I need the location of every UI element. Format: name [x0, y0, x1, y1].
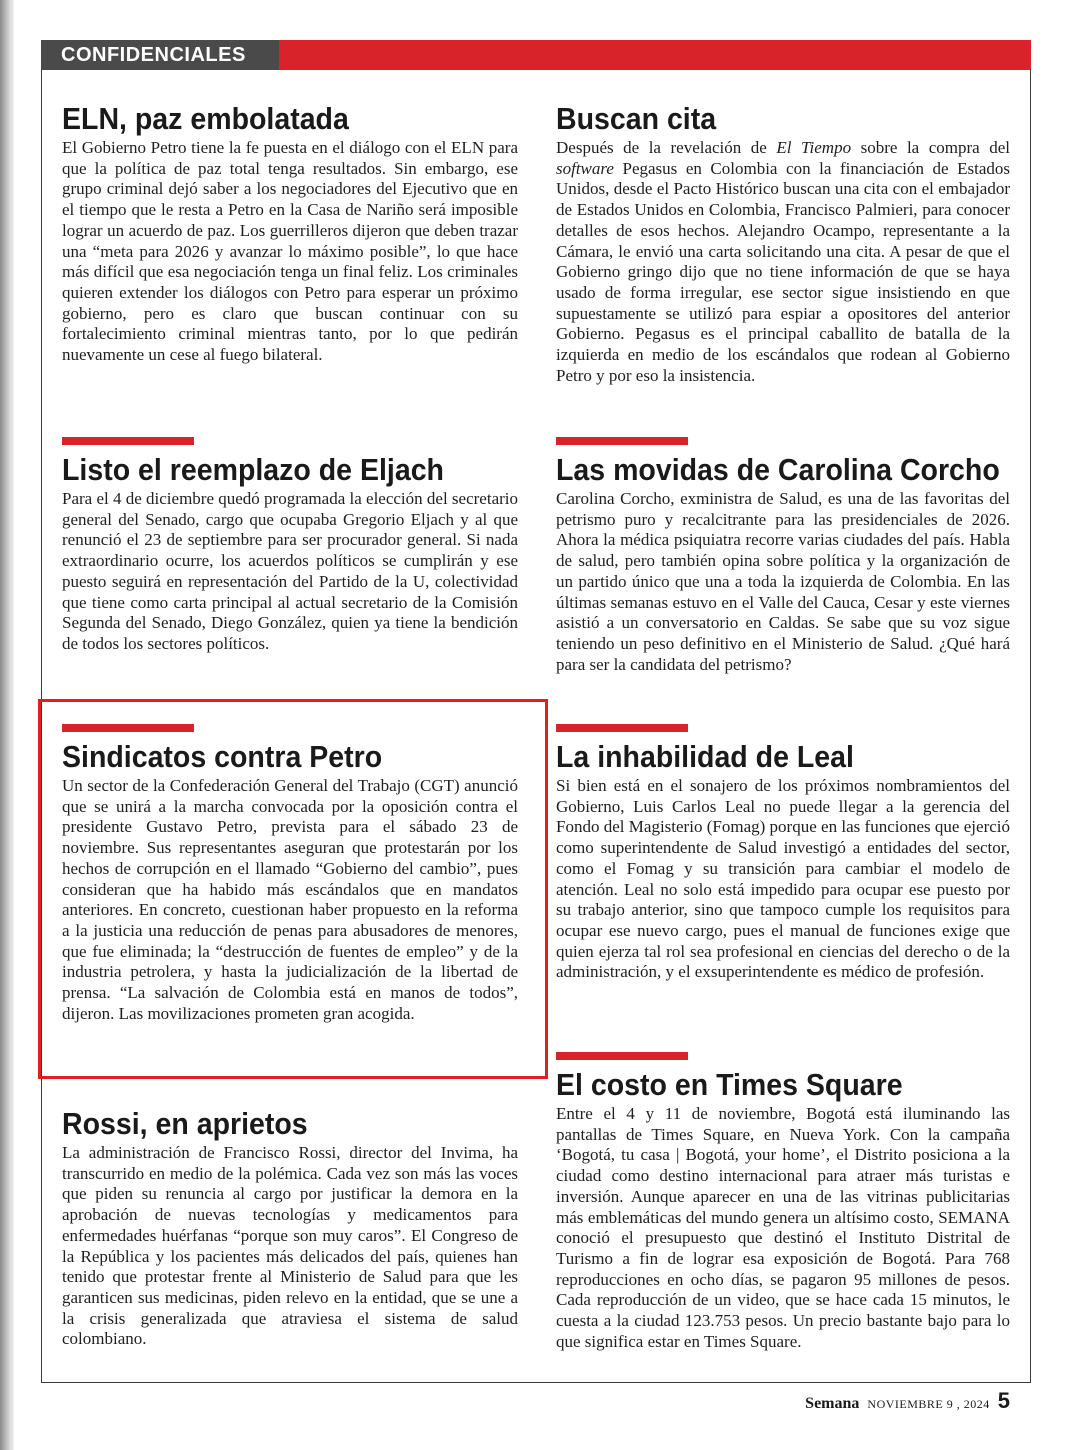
section-label: CONFIDENCIALES	[41, 40, 279, 70]
article-buscan-cita	[556, 102, 1010, 386]
article-body: Carolina Corcho, exministra de Salud, es una de las favoritas del petrismo puro y recalcitrante para las presidenciales de 2026. Ahora la médica psiquiatra recorre varias ciudades del país. Habla de salud, pero también opina sobre política y la organización de un partido único que una a toda la izquierda de Colombia. En las últimas semanas estuvo en el Valle del Cauca, Cesar y este viernes asistió a un conversatorio en Caldas. Se sabe que su voz sigue teniendo un peso definitivo en el Ministerio de Salud. ¿Qué hará para ser la candidata del petrismo?	[556, 489, 1010, 674]
article-corcho	[556, 437, 1010, 675]
accent-bar	[62, 437, 194, 445]
article-body: Entre el 4 y 11 de noviembre, Bogotá está iluminando las pantallas de Times Square, en Nueva York. Con la campaña ‘Bogotá, tu casa | Bogotá, your home’, el Distrito posiciona a la ciudad como destino internacional para atraer más turistas e inversión. Aunque aparecer en una de las vitrinas publicitarias más emblemáticas del mundo genera un altísimo costo, SEMANA conoció el presupuesto que destinó el Instituto Distrital de Turismo a fin de lograr esa exposición de Bogotá. Para 768 reproducciones en ocho días, se pagaron 95 millones de pesos. Cada reproducción de un video, que se hace cada 15 minutos, le cuesta a la ciudad 123.753 pesos. Un precio bastante bajo para lo que significa estar en Times Square.	[556, 1104, 1010, 1351]
footer-date: NOVIEMBRE 9 , 2024	[867, 1397, 990, 1411]
article-body: Si bien está en el sonajero de los próximos nombramientos del Gobierno, Luis Carlos Leal no puede llegar a la gerencia del Fondo del Magisterio (Fomag) porque en las funciones que ejerció como superintendente de Salud investigó a entidades del sector, como el Fomag y su transición para cambiar el modelo de atención. Leal no solo está impedido para ocupar ese puesto por su trabajo anterior, sino que tampoco cumple los requisitos para ocupar ese nuevo cargo, pues el manual de funciones exige que quien ejerza tal rol sea profesional en ciencias del derecho o de la administración, y el exsuperintendente es médico de profesión.	[556, 776, 1010, 982]
emphasized-term: software	[556, 158, 614, 178]
article-body	[556, 138, 1010, 386]
article-headline: La inhabilidad de Leal	[556, 739, 854, 774]
article-eln	[62, 102, 518, 366]
article-headline: ELN, paz embolatada	[62, 101, 349, 136]
page-number: 5	[997, 1388, 1010, 1413]
body-text-part: Después de la revelación de	[556, 138, 777, 157]
footer-brand: Semana	[805, 1395, 860, 1412]
article-headline: Rossi, en aprietos	[62, 1106, 308, 1141]
article-body: La administración de Francisco Rossi, director del Invima, ha transcurrido en medio de la polémica. Cada vez son más las voces que piden su renuncia al cargo por justificar la demora en la aprobación de nuevas tecnologías y medicamentos para enfermedades huérfanas “porque son muy caros”. El Congreso de la República y los pacientes más delicados del país, quienes han tenido que protestar frente al Ministerio de Salud para que les garanticen sus medicinas, piden relevo en la entidad, que se une a la crisis generalizada que atraviesa el sistema de salud colombiano.	[62, 1143, 518, 1349]
article-eljach	[62, 437, 518, 655]
article-headline: El costo en Times Square	[556, 1067, 903, 1102]
body-text-part: sobre la compra del	[851, 138, 1011, 157]
page-gutter-shadow	[0, 0, 14, 1450]
article-leal	[556, 724, 1010, 983]
article-headline: Sindicatos contra Petro	[62, 739, 383, 774]
body-text-part: Pegasus en Colombia con la financiación de Estados Unidos, desde el Pacto Histórico buscan una cita con el embajador de Estados Unidos en Colombia, Francisco Palmieri, para conocer detalles de esos hechos. Alejandro Ocampo, representante a la Cámara, le envió una carta solicitando una cita. A pesar de que el Gobierno gringo dijo que no tiene información de que se haya usado de forma irregular, ese sector sigue insistiendo en que supuestamente se utilizó para espiar a opositores del anterior Gobierno. Pegasus es el principal caballito de batalla de la izquierda en medio de los escándalos que rodean al Gobierno Petro y por eso la insistencia.	[556, 158, 1010, 385]
article-body: El Gobierno Petro tiene la fe puesta en el diálogo con el ELN para que la política de paz total tenga resultados. Sin embargo, ese grupo criminal dejó saber a los negociadores del Ejecutivo que en el tiempo que le resta a Petro en la Casa de Nariño será imposible lograr un acuerdo de paz. Los guerrilleros dijeron que deben trazar una “meta para 2026 y avanzar lo máximo posible”, lo que hace más difícil que esa negociación tenga un final feliz. Los criminales quieren extender los diálogos con Petro para esperar un próximo gobierno, pero es claro que buscan continuar con su fortalecimiento criminal mientras tanto, por lo que pedirán nuevamente un cese al fuego bilateral.	[62, 138, 518, 365]
accent-bar	[556, 1052, 688, 1060]
article-headline: Buscan cita	[556, 101, 717, 136]
article-body: Para el 4 de diciembre quedó programada la elección del secretario general del Senado, cargo que ocupaba Gregorio Eljach y al que renunció el 23 de septiembre para ser procurador general. Si nada extraordinario ocurre, los acuerdos políticos se cumplirán y ese puesto seguirá en representación del Partido de la U, colectividad que tiene como carta principal al actual secretario de la Comisión Segunda del Senado, Diego González, quien ya tiene la bendición de todos los sectores políticos.	[62, 489, 518, 653]
article-body: Un sector de la Confederación General del Trabajo (CGT) anunció que se unirá a la marcha convocada por la oposición contra el presidente Gustavo Petro, prevista para el sábado 23 de noviembre. Sus representantes aseguran que protestarán por los hechos de corrupción en el llamado “Gobierno del cambio”, pues consideran que ha habido más escándalos que en mandatos anteriores. En concreto, cuestionan haber propuesto en la reforma a la justicia una reducción de penas para abusadores de menores, que fue eliminada; la “destrucción de fuentes de empleo” y de la industria petrolera, y hasta la judicialización de la libertad de prensa. “La salvación de Colombia está en manos de todos”, dijeron. Las movilizaciones prometen gran acogida.	[62, 776, 518, 1023]
article-rossi	[62, 1107, 518, 1350]
page-footer	[805, 1388, 1010, 1418]
article-headline: Listo el reemplazo de Eljach	[62, 452, 444, 487]
accent-bar	[556, 437, 688, 445]
article-times-square	[556, 1052, 1010, 1352]
highlight-box	[38, 699, 548, 1079]
publication-name: El Tiempo	[776, 138, 852, 157]
accent-bar	[556, 724, 688, 732]
article-headline: Las movidas de Carolina Corcho	[556, 452, 1000, 487]
